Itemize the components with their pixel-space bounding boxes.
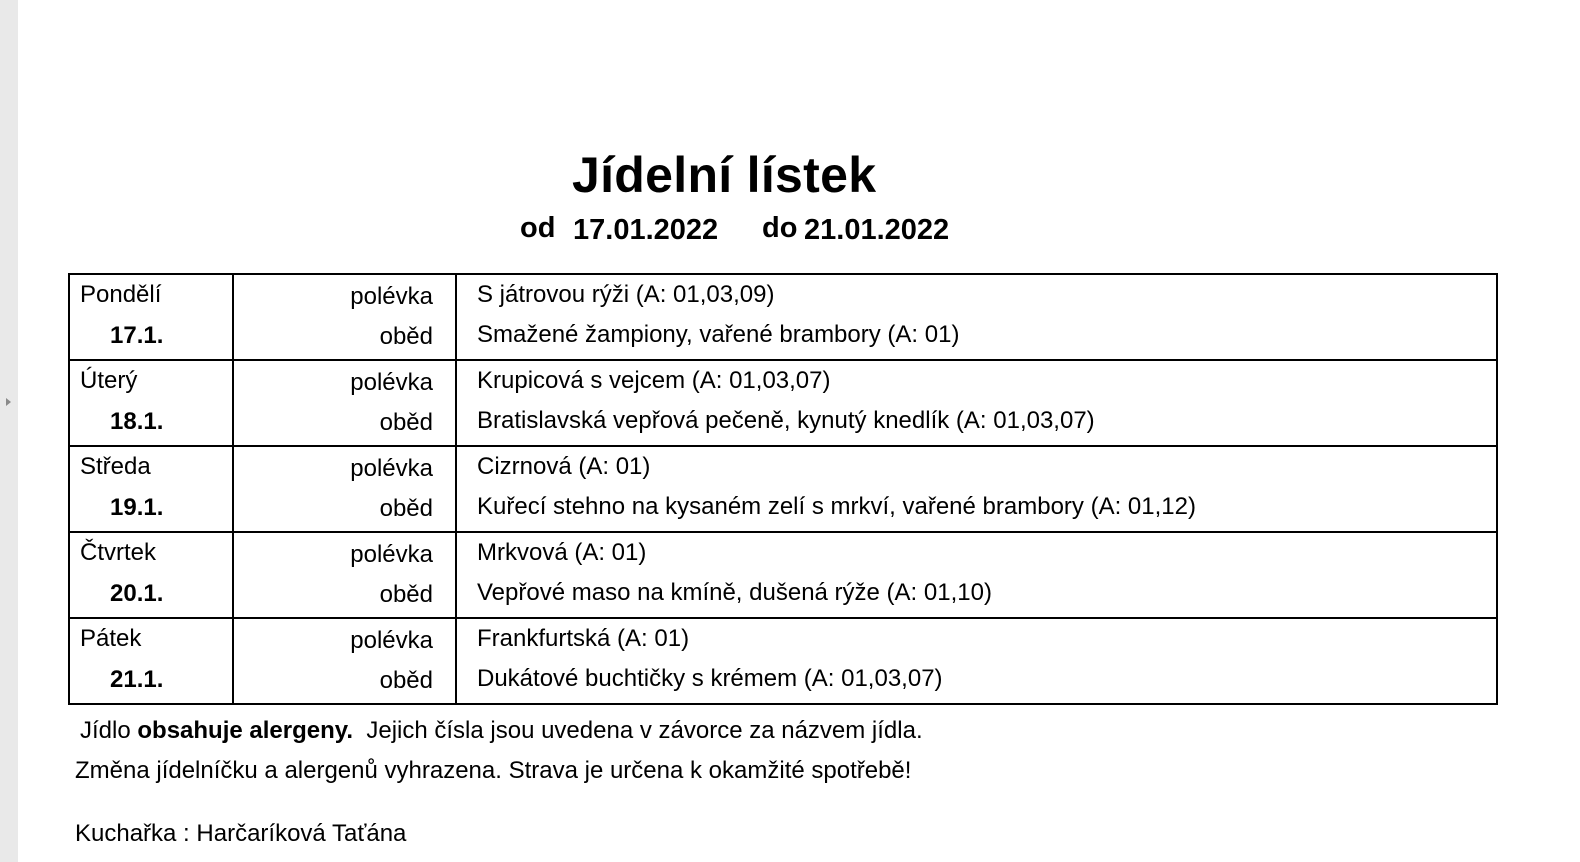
soup-label: polévka (350, 283, 433, 310)
allergen-note (80, 717, 923, 745)
expand-arrow-icon[interactable] (6, 398, 11, 406)
document-page (18, 0, 1580, 862)
cook-name: Kuchařka : Harčaríková Taťána (75, 820, 407, 847)
soup-label: polévka (350, 627, 433, 654)
soup-label: polévka (350, 541, 433, 568)
main-dish: Kuřecí stehno na kysaném zelí s mrkví, vařené brambory (A: 01,12) (477, 493, 1196, 520)
main-dish: Bratislavská vepřová pečeně, kynutý knedlík (A: 01,03,07) (477, 407, 1095, 434)
table-row (69, 446, 1497, 532)
table-row (69, 360, 1497, 446)
soup-dish: Krupicová s vejcem (A: 01,03,07) (477, 367, 831, 394)
table-row (69, 274, 1497, 360)
day-date: 19.1. (110, 494, 164, 521)
change-notice: Změna jídelníčku a alergenů vyhrazena. Strava je určena k okamžité spotřebě! (75, 757, 912, 784)
main-course-label: oběd (379, 581, 433, 608)
period-from-label: od (520, 212, 556, 244)
main-dish: Dukátové buchtičky s krémem (A: 01,03,07) (477, 665, 943, 692)
soup-label: polévka (350, 455, 433, 482)
main-course-label: oběd (379, 667, 433, 694)
day-date: 18.1. (110, 408, 164, 435)
period-to-date: 21.01.2022 (804, 214, 950, 246)
day-date: 17.1. (110, 322, 164, 349)
soup-dish: Cizrnová (A: 01) (477, 453, 651, 480)
main-dish: Vepřové maso na kmíně, dušená rýže (A: 01,10) (477, 579, 992, 606)
page-title: Jídelní lístek (572, 147, 877, 203)
allergen-note-suffix: Jejich čísla jsou uvedena v závorce za názvem jídla. (366, 717, 923, 744)
day-date: 21.1. (110, 666, 164, 693)
soup-label: polévka (350, 369, 433, 396)
day-name: Čtvrtek (80, 539, 157, 566)
day-name: Úterý (80, 367, 138, 394)
day-name: Pátek (80, 625, 142, 652)
soup-dish: S játrovou rýži (A: 01,03,09) (477, 281, 775, 308)
main-course-label: oběd (379, 323, 433, 350)
period-from-date: 17.01.2022 (573, 214, 719, 246)
menu-table (68, 273, 1498, 705)
main-course-label: oběd (379, 409, 433, 436)
day-name: Středa (80, 453, 151, 480)
main-course-label: oběd (379, 495, 433, 522)
table-row (69, 532, 1497, 618)
left-gutter (0, 0, 18, 862)
allergen-note-bold: obsahuje alergeny. (137, 717, 353, 744)
day-date: 20.1. (110, 580, 164, 607)
table-row (69, 618, 1497, 704)
day-name: Pondělí (80, 281, 162, 308)
soup-dish: Mrkvová (A: 01) (477, 539, 647, 566)
soup-dish: Frankfurtská (A: 01) (477, 625, 690, 652)
period-to-label: do (762, 212, 798, 244)
allergen-note-prefix: Jídlo (80, 717, 131, 744)
main-dish: Smažené žampiony, vařené brambory (A: 01) (477, 321, 960, 348)
